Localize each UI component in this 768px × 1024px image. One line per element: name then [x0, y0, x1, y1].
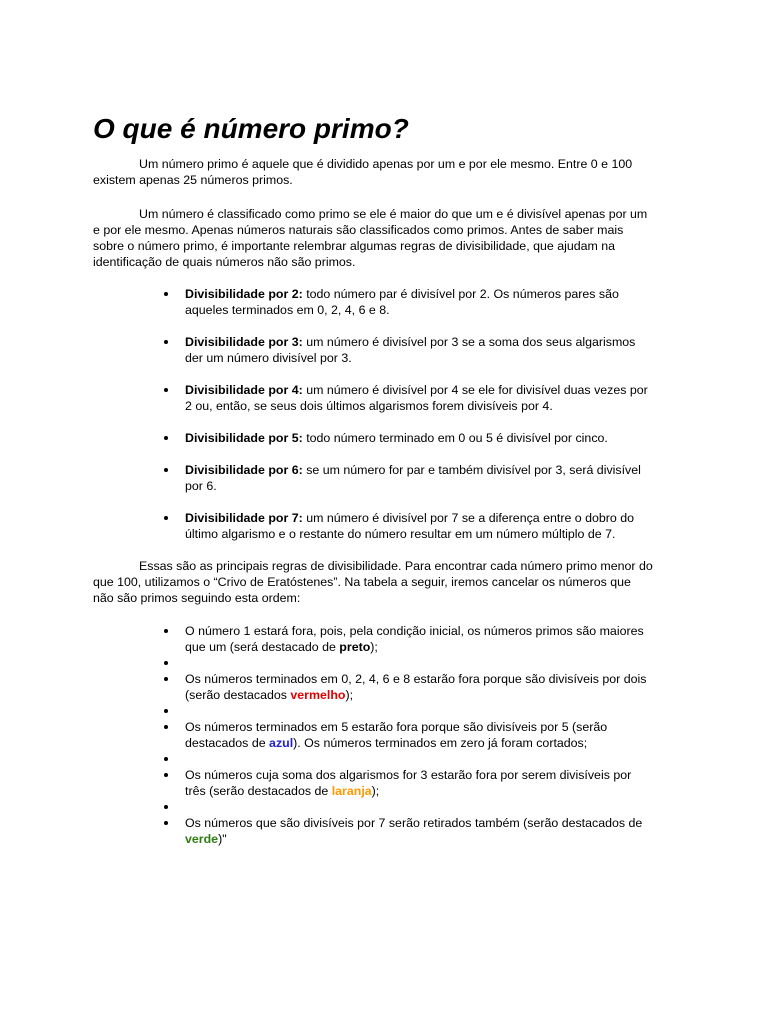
text-line — [185, 783, 675, 799]
bullet-icon — [164, 436, 168, 440]
text-span: ); — [345, 688, 354, 702]
text-line: não são primos seguindo esta ordem: — [93, 591, 301, 605]
rule-label: Divisibilidade por 4: — [185, 383, 303, 397]
list-item — [185, 719, 675, 751]
text-span: Um número primo é aquele que é dividido apenas por um e por ele mesmo. Entre 0 e 100 — [139, 157, 633, 171]
bullet-icon — [164, 629, 168, 633]
rule-text: se um número for par e também divisível por 3, será divisível — [302, 463, 641, 477]
text-line: que 100, utilizamos o “Crivo de Eratóstenes”. Na tabela a seguir, iremos cancelar os números que — [93, 575, 631, 589]
intro-paragraph-2 — [93, 206, 673, 270]
bullet-icon — [164, 773, 168, 777]
rule-text: todo número par é divisível por 2. Os números pares são — [302, 287, 619, 301]
text-line — [185, 334, 675, 350]
text-line — [185, 382, 675, 398]
list-item — [185, 815, 675, 847]
text-line: Os números terminados em 0, 2, 4, 6 e 8 estarão fora porque são divisíveis por dois — [185, 672, 647, 686]
text-span: três (serão destacados de — [185, 784, 332, 798]
list-item — [185, 382, 675, 414]
text-line: identificação de quais números não são primos. — [93, 255, 356, 269]
text-span: )" — [218, 832, 227, 846]
rule-label: Divisibilidade por 5: — [185, 431, 303, 445]
text-line — [185, 462, 675, 478]
bullet-icon — [164, 516, 168, 520]
list-item-empty — [185, 799, 675, 815]
text-span: ); — [371, 784, 380, 798]
bullet-icon — [164, 468, 168, 472]
list-item-empty — [185, 655, 675, 671]
bullet-icon — [164, 661, 168, 665]
rule-text: um número é divisível por 7 se a diferença entre o dobro do — [302, 511, 635, 525]
list-item — [185, 623, 675, 655]
rule-label: Divisibilidade por 7: — [185, 511, 303, 525]
text-line — [93, 206, 673, 222]
text-line: por 6. — [185, 479, 217, 493]
text-span: ); — [370, 640, 378, 654]
text-line — [93, 156, 673, 172]
text-line: 2 ou, então, se seus dois últimos algarismos forem divisíveis por 4. — [185, 399, 553, 413]
bullet-icon — [164, 292, 168, 296]
color-word-blue: azul — [269, 736, 294, 750]
text-line — [185, 831, 675, 847]
text-line — [93, 558, 673, 574]
text-line — [185, 286, 675, 302]
rule-text: todo número terminado em 0 ou 5 é divisível por cinco. — [302, 431, 608, 445]
color-word-red: vermelho — [290, 688, 346, 702]
list-item — [185, 510, 675, 542]
bullet-icon — [164, 821, 168, 825]
rule-label: Divisibilidade por 6: — [185, 463, 303, 477]
text-line — [185, 639, 675, 655]
text-line — [185, 735, 675, 751]
bullet-icon — [164, 757, 168, 761]
text-line: sobre o número primo, é importante relembrar algumas regras de divisibilidade, que ajudam na — [93, 239, 616, 253]
text-span: que um (será destacado de — [185, 640, 340, 654]
bullet-icon — [164, 340, 168, 344]
list-item — [185, 767, 675, 799]
color-word-green: verde — [185, 832, 219, 846]
bullet-icon — [164, 725, 168, 729]
divisibility-rules-list — [185, 286, 675, 558]
bullet-icon — [164, 805, 168, 809]
rule-label: Divisibilidade por 2: — [185, 287, 303, 301]
list-item-empty — [185, 703, 675, 719]
list-item — [185, 462, 675, 494]
list-item-empty — [185, 751, 675, 767]
text-line: Os números terminados em 5 estarão fora porque são divisíveis por 5 (serão — [185, 720, 608, 734]
text-line: Os números que são divisíveis por 7 serão retirados também (serão destacados de — [185, 816, 643, 830]
text-span: Essas são as principais regras de divisibilidade. Para encontrar cada número primo menor do — [139, 559, 653, 573]
color-word-black: preto — [339, 640, 371, 654]
text-span: (serão destacados — [185, 688, 291, 702]
sieve-intro-paragraph — [93, 558, 673, 606]
text-line: Os números cuja soma dos algarismos for 3 estarão fora por serem divisíveis por — [185, 768, 632, 782]
text-span: Um número é classificado como primo se ele é maior do que um e é divisível apenas por um — [139, 207, 648, 221]
text-line — [185, 430, 675, 446]
rule-label: Divisibilidade por 3: — [185, 335, 303, 349]
rule-text: um número é divisível por 3 se a soma dos seus algarismos — [302, 335, 636, 349]
bullet-icon — [164, 709, 168, 713]
bullet-icon — [164, 388, 168, 392]
bullet-icon — [164, 677, 168, 681]
color-word-orange: laranja — [331, 784, 372, 798]
text-line: der um número divisível por 3. — [185, 351, 352, 365]
page-title: O que é número primo? — [93, 113, 409, 144]
text-line: existem apenas 25 números primos. — [93, 173, 293, 187]
list-item — [185, 430, 675, 446]
text-line: aqueles terminados em 0, 2, 4, 6 e 8. — [185, 303, 390, 317]
text-line: O número 1 estará fora, pois, pela condição inicial, os números primos são maiores — [185, 624, 644, 638]
list-item — [185, 286, 675, 318]
text-line — [185, 687, 675, 703]
text-span: ). Os números terminados em zero já foram cortados; — [293, 736, 588, 750]
text-line: último algarismo e o restante do número resultar em um número múltiplo de 7. — [185, 527, 616, 541]
list-item — [185, 671, 675, 703]
text-span: destacados de — [185, 736, 270, 750]
sieve-steps-list — [185, 623, 675, 847]
rule-text: um número é divisível por 4 se ele for divisível duas vezes por — [302, 383, 648, 397]
text-line — [185, 510, 675, 526]
intro-paragraph-1 — [93, 156, 673, 188]
list-item — [185, 334, 675, 366]
text-line: e por ele mesmo. Apenas números naturais são classificados como primos. Antes de saber mais — [93, 223, 624, 237]
